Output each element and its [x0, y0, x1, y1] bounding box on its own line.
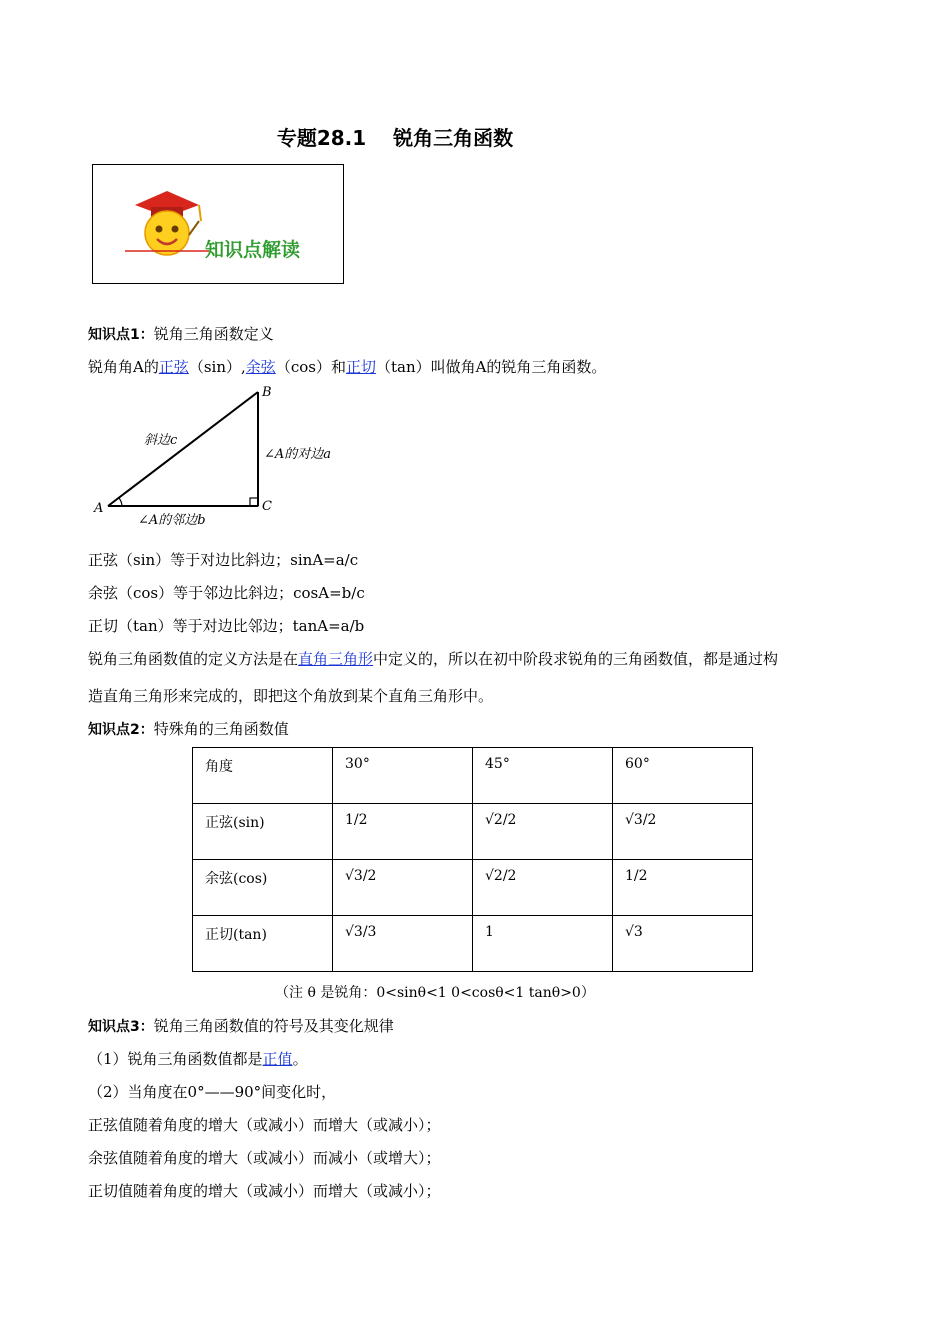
sin-link[interactable]: 正弦 [158, 358, 189, 376]
kp1-intro [88, 356, 606, 377]
table-cell: 45° [473, 748, 613, 804]
table-cell: √2/2 [473, 804, 613, 860]
special-angles-table [192, 747, 753, 972]
table-cell: 角度 [193, 748, 333, 804]
table-cell: 1/2 [333, 804, 473, 860]
kp3-heading-label: 知识点3： [88, 1019, 154, 1035]
table-header-row [193, 748, 753, 804]
tan-rule: 正切值随着角度的增大（或减小）而增大（或减小）； [88, 1182, 441, 1200]
kp1-heading-label: 知识点1： [88, 327, 154, 343]
sin-paren: （sin）, [188, 358, 246, 376]
cos-paren: （cos）和 [275, 358, 346, 376]
table-cell: 正弦(sin) [193, 804, 333, 860]
cos-link[interactable]: 余弦 [245, 358, 276, 376]
opposite-side-label: ∠A的对边a [264, 447, 332, 462]
table-cell: 余弦(cos) [193, 860, 333, 916]
kp1-intro-suffix: （tan）叫做角A的锐角三角函数。 [375, 358, 607, 376]
method-paragraph [88, 648, 778, 669]
knowledge-banner [92, 164, 344, 284]
table-cell: 60° [613, 748, 753, 804]
table-row [193, 916, 753, 972]
tan-link[interactable]: 正切 [345, 358, 376, 376]
table-cell: √3/2 [613, 804, 753, 860]
page-title: 专题28.1 锐角三角函数 [276, 126, 514, 150]
table-row [193, 804, 753, 860]
sin-rule: 正弦值随着角度的增大（或减小）而增大（或减小）； [88, 1116, 441, 1134]
cos-rule: 余弦值随着角度的增大（或减小）而减小（或增大）； [88, 1149, 441, 1167]
method-suffix: 中定义的，所以在初中阶段求锐角的三角函数值，都是通过构 [373, 650, 779, 668]
table-cell: √3/2 [333, 860, 473, 916]
right-triangle-diagram [88, 382, 358, 530]
table-cell: √2/2 [473, 860, 613, 916]
sin-definition: 正弦（sin）等于对边比斜边；sinA=a/c [88, 551, 359, 569]
table-cell: 1/2 [613, 860, 753, 916]
vertex-c-label: C [262, 499, 272, 514]
banner-label: 知识点解读 [205, 239, 301, 261]
kp1-heading-text: 锐角三角函数定义 [153, 325, 274, 343]
kp2-heading [88, 718, 289, 739]
vertex-a-label: A [94, 501, 104, 516]
kp3-heading-text: 锐角三角函数值的符号及其变化规律 [153, 1017, 394, 1035]
kp3-item1 [88, 1048, 308, 1069]
kp3-item1-suffix: 。 [292, 1050, 308, 1068]
table-row [193, 860, 753, 916]
right-triangle-link[interactable]: 直角三角形 [298, 650, 374, 668]
table-note: （注 θ 是锐角：0<sinθ<1 0<cosθ<1 tanθ>0） [275, 985, 595, 1001]
hypotenuse-label: 斜边c [144, 433, 178, 448]
kp2-heading-label: 知识点2： [88, 722, 154, 738]
kp2-heading-text: 特殊角的三角函数值 [153, 720, 289, 738]
tan-definition: 正切（tan）等于对边比邻边；tanA=a/b [88, 617, 365, 635]
table-cell: 30° [333, 748, 473, 804]
cos-definition: 余弦（cos）等于邻边比斜边；cosA=b/c [88, 584, 365, 602]
kp1-intro-prefix: 锐角角A的 [88, 358, 159, 376]
kp3-item2: （2）当角度在0°——90°间变化时， [88, 1083, 337, 1101]
vertex-b-label: B [262, 385, 272, 400]
method-paragraph-line2: 造直角三角形来完成的，即把这个角放到某个直角三角形中。 [88, 687, 494, 705]
method-prefix: 锐角三角函数值的定义方法是在 [88, 650, 299, 668]
positive-value-link[interactable]: 正值 [262, 1050, 293, 1068]
kp3-heading [88, 1015, 394, 1036]
table-cell: √3 [613, 916, 753, 972]
table-cell: 正切(tan) [193, 916, 333, 972]
table-cell: √3/3 [333, 916, 473, 972]
adjacent-side-label: ∠A的邻边b [138, 513, 206, 528]
table-cell: 1 [473, 916, 613, 972]
kp1-heading [88, 323, 274, 344]
kp3-item1-prefix: （1）锐角三角函数值都是 [88, 1050, 263, 1068]
